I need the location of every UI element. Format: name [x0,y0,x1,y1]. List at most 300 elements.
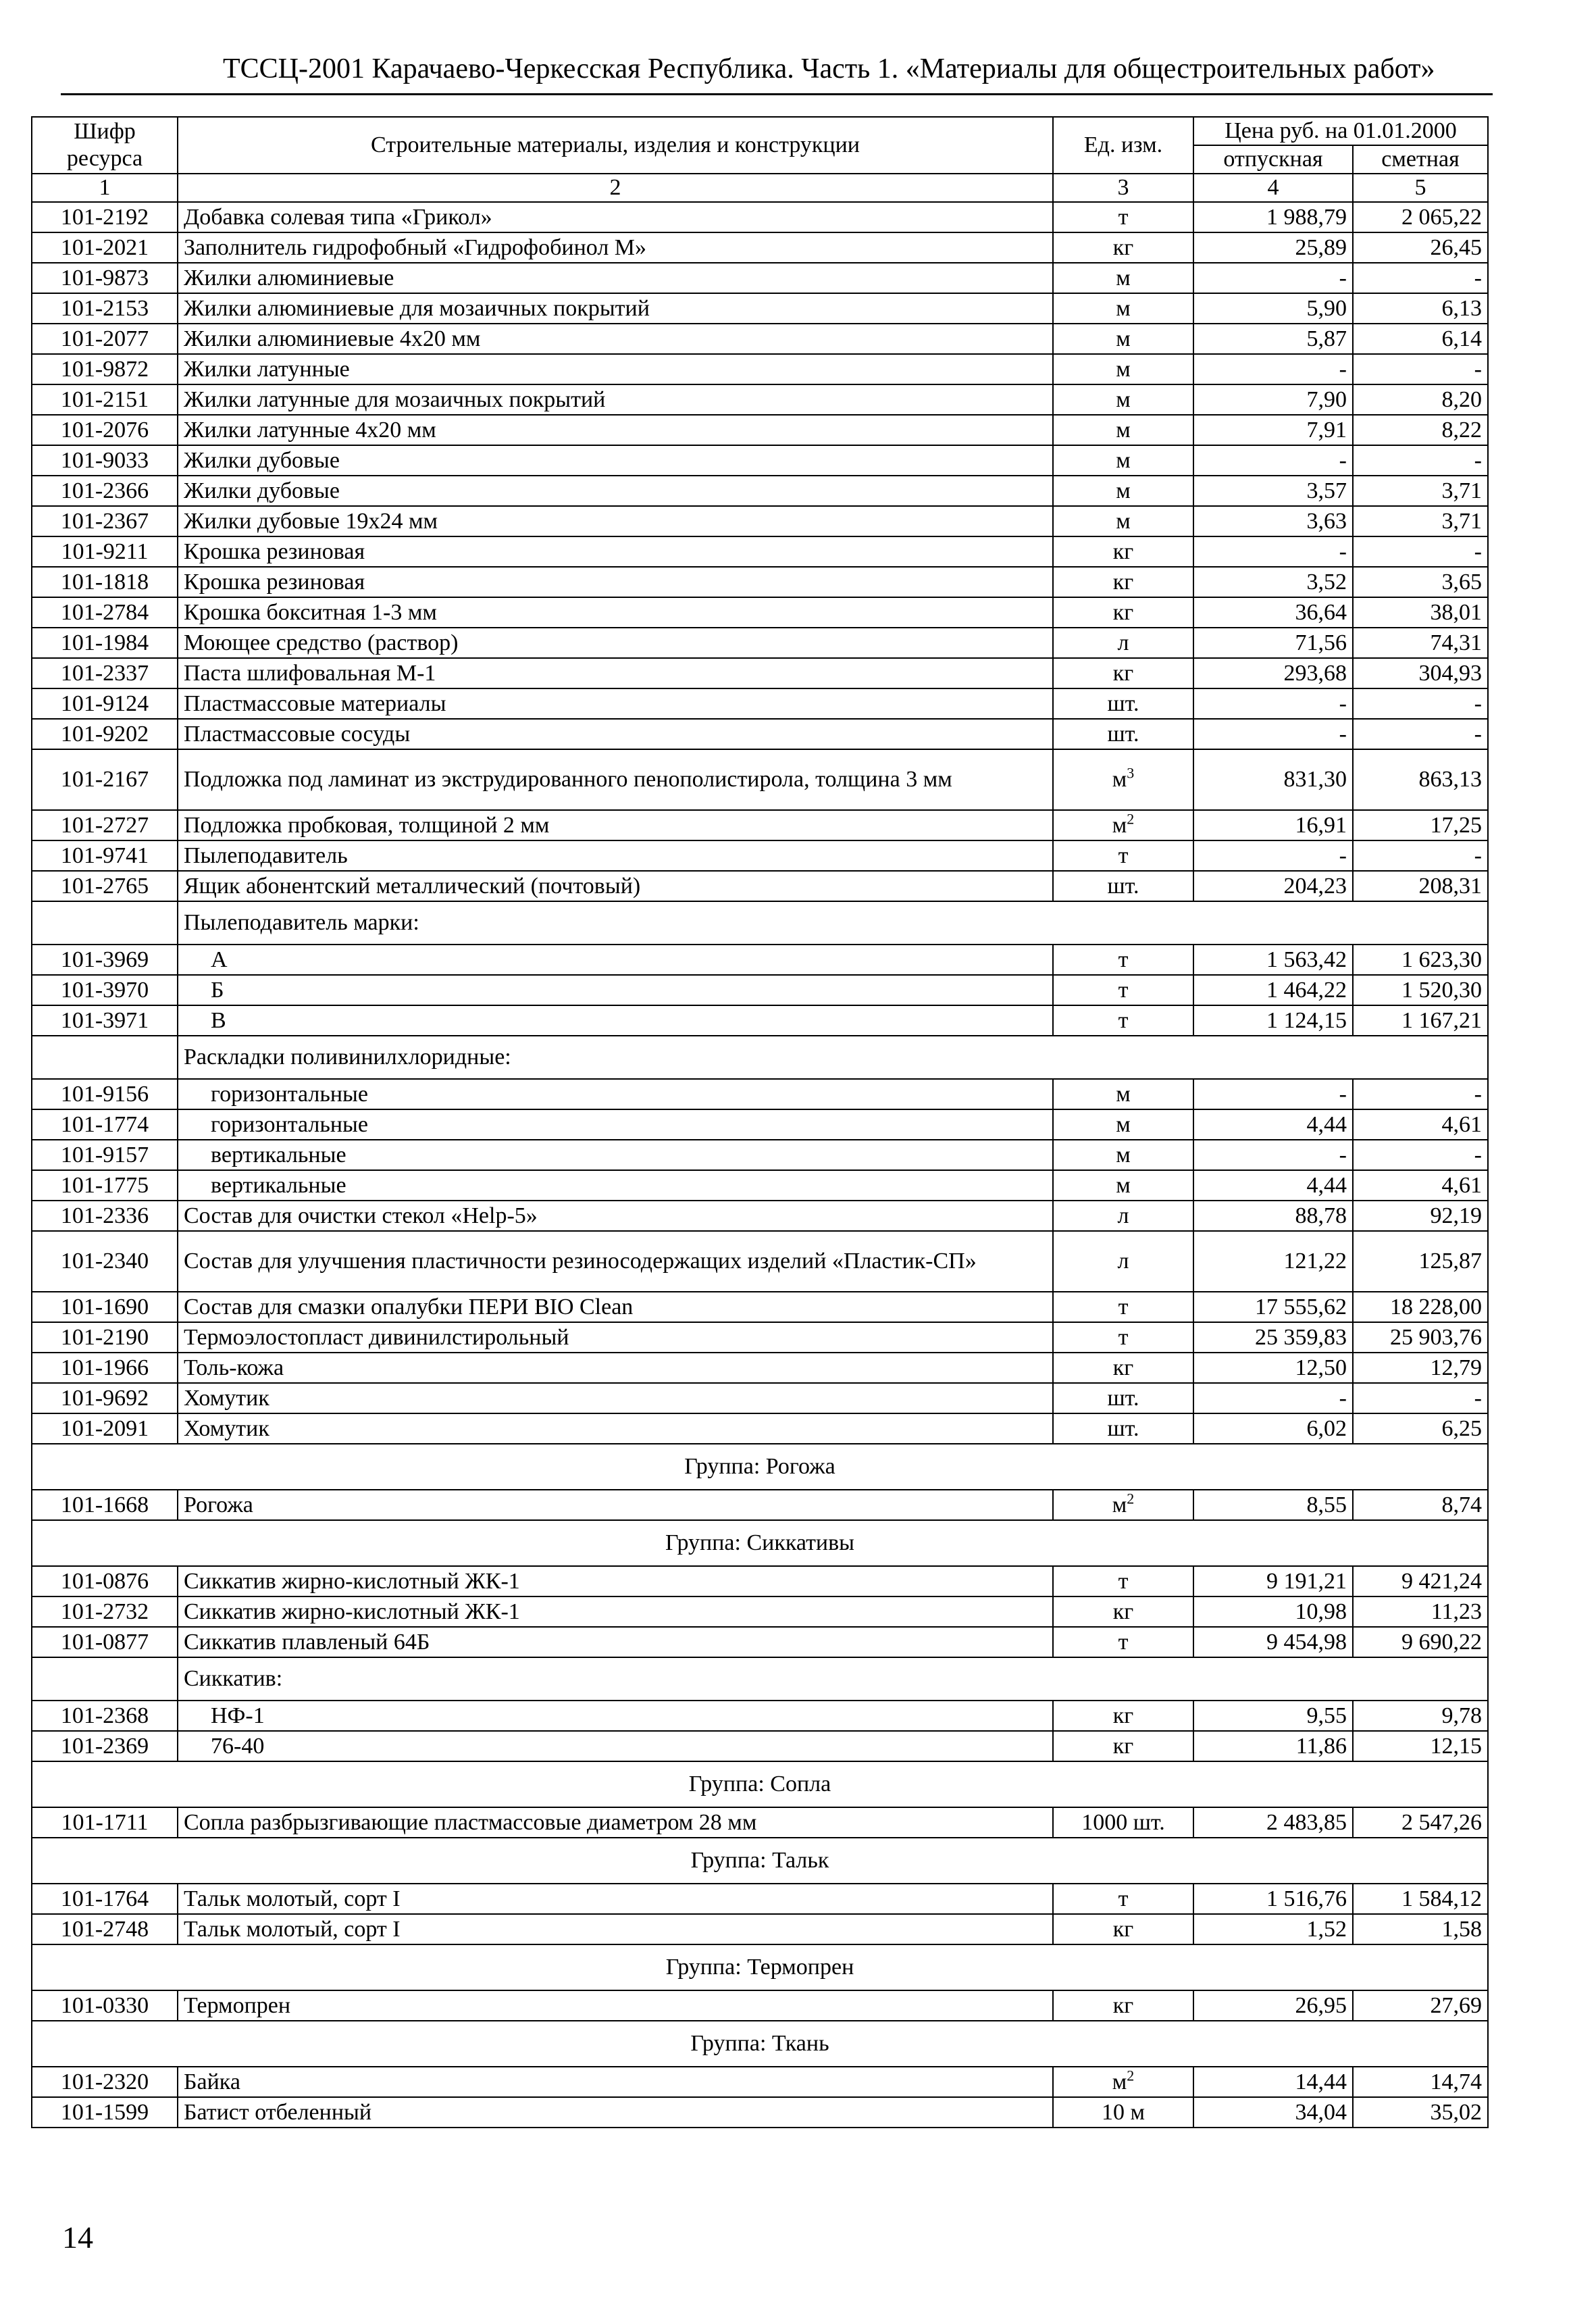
release-price: 5,90 [1193,293,1353,324]
estimate-price: 74,31 [1353,628,1488,658]
release-price: 16,91 [1193,810,1353,840]
table-row [32,810,1488,840]
unit-cell [1053,1990,1193,2021]
estimate-price: - [1353,445,1488,476]
release-price: 7,91 [1193,415,1353,445]
resource-code: 101-1818 [32,567,178,597]
estimate-price: - [1353,536,1488,567]
material-name: вертикальные [178,1140,1053,1170]
table-row [32,719,1488,749]
col-header-price: Цена руб. на 01.01.2000 [1193,117,1488,145]
unit-cell [1053,945,1193,975]
unit: т [1118,1294,1129,1319]
unit-cell [1053,1292,1193,1322]
subheading-label: Раскладки поливинилхлоридные: [178,1036,1488,1079]
resource-code: 101-9202 [32,719,178,749]
group-row [32,1444,1488,1490]
material-name: Подложка пробковая, толщиной 2 мм [178,810,1053,840]
table-row [32,1005,1488,1036]
material-name: Жилки дубовые [178,476,1053,506]
release-price: 1 988,79 [1193,202,1353,232]
release-price: - [1193,263,1353,293]
unit-cell [1053,1140,1193,1170]
material-name: Жилки латунные для мозаичных покрытий [178,384,1053,415]
estimate-price: 11,23 [1353,1596,1488,1627]
estimate-price: 3,65 [1353,567,1488,597]
material-name: НФ-1 [178,1701,1053,1731]
unit: л [1117,1249,1129,1274]
unit-cell [1053,1079,1193,1109]
material-name: Батист отбеленный [178,2097,1053,2128]
resource-code: 101-9741 [32,840,178,871]
estimate-price: 2 065,22 [1353,202,1488,232]
estimate-price: 27,69 [1353,1990,1488,2021]
table-row [32,567,1488,597]
table-row [32,202,1488,232]
release-price: - [1193,1079,1353,1109]
unit-cell [1053,232,1193,263]
material-name: Сопла разбрызгивающие пластмассовые диаметром 28 мм [178,1807,1053,1838]
unit: т [1118,1629,1129,1655]
unit: м [1116,386,1131,412]
material-name: Жилки алюминиевые 4х20 мм [178,324,1053,354]
unit-cell [1053,810,1193,840]
resource-code: 101-9033 [32,445,178,476]
material-name: Крошка бокситная 1-3 мм [178,597,1053,628]
unit: л [1117,1203,1129,1228]
unit-cell [1053,658,1193,688]
material-name: Жилки дубовые 19х24 мм [178,506,1053,536]
estimate-price: 18 228,00 [1353,1292,1488,1322]
resource-code: 101-0330 [32,1990,178,2021]
unit: т [1118,1007,1129,1033]
group-row [32,2021,1488,2067]
unit: кг [1112,1355,1134,1380]
estimate-price: 8,74 [1353,1490,1488,1520]
resource-code: 101-9692 [32,1383,178,1413]
unit-cell [1053,1731,1193,1761]
unit: шт. [1107,873,1139,899]
unit: 10 м [1101,2099,1145,2125]
material-name: Жилки латунные [178,354,1053,384]
unit: м [1112,2069,1127,2094]
table-row [32,945,1488,975]
material-name: Тальк молотый, сорт I [178,1914,1053,1944]
estimate-price: 12,79 [1353,1353,1488,1383]
table-row [32,1627,1488,1657]
table-row [32,445,1488,476]
table-row [32,1596,1488,1627]
unit-cell [1053,628,1193,658]
release-price: - [1193,719,1353,749]
release-price: 3,63 [1193,506,1353,536]
unit-cell [1053,1231,1193,1292]
col-header-unit: Ед. изм. [1053,117,1193,174]
group-title: Группа: Термопрен [32,1944,1488,1990]
unit-superscript: 2 [1127,2067,1135,2084]
table-row [32,506,1488,536]
release-price: 17 555,62 [1193,1292,1353,1322]
estimate-price: 92,19 [1353,1201,1488,1231]
resource-code: 101-2153 [32,293,178,324]
release-price: 6,02 [1193,1413,1353,1444]
release-price: 1 563,42 [1193,945,1353,975]
unit-superscript: 3 [1127,764,1135,782]
release-price: 12,50 [1193,1353,1353,1383]
resource-code: 101-3971 [32,1005,178,1036]
resource-code: 101-0877 [32,1627,178,1657]
unit-cell [1053,1490,1193,1520]
resource-code: 101-1774 [32,1109,178,1140]
unit-cell [1053,749,1193,810]
estimate-price: 4,61 [1353,1170,1488,1201]
release-price: 9 191,21 [1193,1566,1353,1596]
unit-cell [1053,536,1193,567]
unit: т [1118,947,1129,972]
unit-cell [1053,1109,1193,1140]
material-name: вертикальные [178,1170,1053,1201]
resource-code: 101-3970 [32,975,178,1005]
estimate-price: 4,61 [1353,1109,1488,1140]
unit: кг [1112,538,1134,564]
resource-code: 101-1966 [32,1353,178,1383]
table-row [32,688,1488,719]
estimate-price: 9 690,22 [1353,1627,1488,1657]
material-name: Хомутик [178,1413,1053,1444]
resource-code: 101-9873 [32,263,178,293]
material-name: Заполнитель гидрофобный «Гидрофобинол М» [178,232,1053,263]
estimate-price: 1,58 [1353,1914,1488,1944]
estimate-price: 6,25 [1353,1413,1488,1444]
release-price: 25,89 [1193,232,1353,263]
estimate-price: 6,13 [1353,293,1488,324]
resource-code: 101-1668 [32,1490,178,1520]
table-row [32,1201,1488,1231]
unit: 1000 шт. [1081,1809,1165,1835]
material-name: Жилки латунные 4х20 мм [178,415,1053,445]
material-name: В [178,1005,1053,1036]
estimate-price: - [1353,840,1488,871]
estimate-price: 8,22 [1353,415,1488,445]
release-price: 121,22 [1193,1231,1353,1292]
material-name: Пластмассовые сосуды [178,719,1053,749]
unit: т [1118,842,1129,868]
resource-code: 101-9872 [32,354,178,384]
estimate-price: 1 623,30 [1353,945,1488,975]
resource-code: 101-2076 [32,415,178,445]
table-body [32,202,1488,2128]
unit: кг [1112,1992,1134,2018]
resource-code: 101-2337 [32,658,178,688]
release-price: 34,04 [1193,2097,1353,2128]
unit: кг [1112,1599,1134,1624]
release-price: - [1193,840,1353,871]
release-price: 204,23 [1193,871,1353,901]
subheading-code-cell [32,1036,178,1079]
unit-cell [1053,1170,1193,1201]
unit: кг [1112,234,1134,260]
table-row [32,1292,1488,1322]
release-price: 831,30 [1193,749,1353,810]
material-name: Пылеподавитель [178,840,1053,871]
group-title: Группа: Рогожа [32,1444,1488,1490]
release-price: 9 454,98 [1193,1627,1353,1657]
release-price: 10,98 [1193,1596,1353,1627]
unit: м [1116,1081,1131,1107]
unit: м [1116,356,1131,382]
unit-cell [1053,1596,1193,1627]
resource-code: 101-2320 [32,2067,178,2097]
estimate-price: 35,02 [1353,2097,1488,2128]
unit: м [1116,508,1131,534]
unit-cell [1053,2097,1193,2128]
material-name: Толь-кожа [178,1353,1053,1383]
estimate-price: 9,78 [1353,1701,1488,1731]
table-row [32,1566,1488,1596]
material-name: Тальк молотый, сорт I [178,1884,1053,1914]
unit: м [1116,417,1131,443]
unit-cell [1053,1005,1193,1036]
unit: м [1116,1111,1131,1137]
material-name: Байка [178,2067,1053,2097]
subheading-code-cell [32,1657,178,1701]
table-row [32,1109,1488,1140]
material-name: 76-40 [178,1731,1053,1761]
unit: кг [1112,599,1134,625]
table-row [32,476,1488,506]
unit-cell [1053,719,1193,749]
unit-cell [1053,1807,1193,1838]
unit: шт. [1107,1385,1139,1411]
col-number: 1 [32,174,178,202]
material-name: Сиккатив жирно-кислотный ЖК-1 [178,1596,1053,1627]
unit: м [1116,478,1131,503]
table-row [32,871,1488,901]
unit: кг [1112,1916,1134,1942]
table-row [32,1353,1488,1383]
resource-code: 101-9124 [32,688,178,719]
unit-cell [1053,1322,1193,1353]
resource-code: 101-1690 [32,1292,178,1322]
unit-cell [1053,202,1193,232]
resource-code: 101-0876 [32,1566,178,1596]
unit-cell [1053,567,1193,597]
table-row [32,536,1488,567]
resource-code: 101-2784 [32,597,178,628]
unit: т [1118,1568,1129,1594]
release-price: 26,95 [1193,1990,1353,2021]
release-price: 88,78 [1193,1201,1353,1231]
unit: кг [1112,1703,1134,1728]
unit: кг [1112,1733,1134,1759]
unit-cell [1053,1201,1193,1231]
subheading-row [32,1036,1488,1079]
subheading-label: Сиккатив: [178,1657,1488,1701]
col-header-code: Шифр ресурса [32,117,178,174]
unit-cell [1053,263,1193,293]
subheading-row [32,1657,1488,1701]
resource-code: 101-2765 [32,871,178,901]
estimate-price: 863,13 [1353,749,1488,810]
estimate-price: 304,93 [1353,658,1488,688]
table-row [32,293,1488,324]
estimate-price: - [1353,688,1488,719]
resource-code: 101-3969 [32,945,178,975]
estimate-price: - [1353,1383,1488,1413]
estimate-price: 208,31 [1353,871,1488,901]
material-name: Жилки алюминиевые для мозаичных покрытий [178,293,1053,324]
table-row [32,597,1488,628]
release-price: 25 359,83 [1193,1322,1353,1353]
table-row [32,1490,1488,1520]
material-name: Паста шлифовальная М-1 [178,658,1053,688]
material-name: Добавка солевая типа «Грикол» [178,202,1053,232]
estimate-price: 14,74 [1353,2067,1488,2097]
release-price: - [1193,1140,1353,1170]
unit: шт. [1107,721,1139,747]
group-title: Группа: Сиккативы [32,1520,1488,1566]
release-price: 36,64 [1193,597,1353,628]
table-row [32,2067,1488,2097]
estimate-price: 26,45 [1353,232,1488,263]
unit-cell [1053,1383,1193,1413]
resource-code: 101-2336 [32,1201,178,1231]
table-row [32,975,1488,1005]
unit: м [1116,295,1131,321]
table-row [32,354,1488,384]
release-price: 1 464,22 [1193,975,1353,1005]
table-row [32,1413,1488,1444]
resource-code: 101-2167 [32,749,178,810]
estimate-price: - [1353,354,1488,384]
table-row [32,1914,1488,1944]
unit-cell [1053,840,1193,871]
unit-cell [1053,871,1193,901]
material-name: Состав для очистки стекол «Help-5» [178,1201,1053,1231]
release-price: - [1193,445,1353,476]
resource-code: 101-2369 [32,1731,178,1761]
resource-code: 101-2367 [32,506,178,536]
estimate-price: 9 421,24 [1353,1566,1488,1596]
release-price: 3,52 [1193,567,1353,597]
unit-cell [1053,324,1193,354]
material-name: Крошка резиновая [178,536,1053,567]
release-price: 4,44 [1193,1109,1353,1140]
unit: кг [1112,569,1134,595]
unit: м [1112,812,1127,838]
unit: т [1118,1886,1129,1911]
estimate-price: 6,14 [1353,324,1488,354]
group-title: Группа: Ткань [32,2021,1488,2067]
estimate-price: - [1353,719,1488,749]
unit-cell [1053,1566,1193,1596]
material-name: Подложка под ламинат из экструдированного пенополистирола, толщина 3 мм [178,749,1053,810]
estimate-price: 3,71 [1353,476,1488,506]
group-row [32,1761,1488,1807]
release-price: 8,55 [1193,1490,1353,1520]
material-name: А [178,945,1053,975]
estimate-price: 2 547,26 [1353,1807,1488,1838]
resource-code: 101-1711 [32,1807,178,1838]
unit: м [1116,1142,1131,1167]
release-price: - [1193,536,1353,567]
resource-code: 101-2340 [32,1231,178,1292]
estimate-price: 8,20 [1353,384,1488,415]
group-title: Группа: Сопла [32,1761,1488,1807]
unit: т [1118,1324,1129,1350]
unit-cell [1053,293,1193,324]
unit-cell [1053,1413,1193,1444]
unit: шт. [1107,1415,1139,1441]
material-name: Сиккатив жирно-кислотный ЖК-1 [178,1566,1053,1596]
material-name: Жилки алюминиевые [178,263,1053,293]
resource-code: 101-2190 [32,1322,178,1353]
release-price: - [1193,354,1353,384]
release-price: 293,68 [1193,658,1353,688]
material-name: Сиккатив плавленый 64Б [178,1627,1053,1657]
unit-cell [1053,975,1193,1005]
material-name: горизонтальные [178,1109,1053,1140]
estimate-price: 17,25 [1353,810,1488,840]
table-row [32,324,1488,354]
unit: т [1118,204,1129,230]
material-name: Термоэлостопласт дивинилстирольный [178,1322,1053,1353]
release-price: 1,52 [1193,1914,1353,1944]
unit-cell [1053,1627,1193,1657]
estimate-price: 1 167,21 [1353,1005,1488,1036]
unit: м [1116,265,1131,291]
price-table [31,116,1489,2128]
page-header: ТССЦ-2001 Карачаево-Черкесская Республика. Часть 1. «Материалы для общестроительных работ» [223,53,1435,84]
unit: м [1116,447,1131,473]
table-row [32,658,1488,688]
table-row [32,840,1488,871]
group-title: Группа: Тальк [32,1838,1488,1884]
unit-cell [1053,1701,1193,1731]
release-price: 4,44 [1193,1170,1353,1201]
resource-code: 101-1764 [32,1884,178,1914]
resource-code: 101-2732 [32,1596,178,1627]
release-price: 2 483,85 [1193,1807,1353,1838]
resource-code: 101-9156 [32,1079,178,1109]
unit-cell [1053,597,1193,628]
unit: кг [1112,660,1134,686]
unit-cell [1053,384,1193,415]
resource-code: 101-2077 [32,324,178,354]
unit: м [1112,767,1127,793]
estimate-price: 3,71 [1353,506,1488,536]
resource-code: 101-2192 [32,202,178,232]
group-row [32,1838,1488,1884]
unit-cell [1053,688,1193,719]
col-number: 4 [1193,174,1353,202]
col-header-release: отпускная [1193,145,1353,174]
estimate-price: 12,15 [1353,1731,1488,1761]
unit-cell [1053,1914,1193,1944]
material-name: Термопрен [178,1990,1053,2021]
unit: м [1112,1492,1127,1517]
material-name: Состав для улучшения пластичности резиносодержащих изделий «Пластик-СП» [178,1231,1053,1292]
estimate-price: - [1353,1140,1488,1170]
unit: т [1118,977,1129,1003]
table-row [32,1231,1488,1292]
table-row [32,232,1488,263]
unit-cell [1053,354,1193,384]
col-number: 2 [178,174,1053,202]
estimate-price: 1 520,30 [1353,975,1488,1005]
release-price: 11,86 [1193,1731,1353,1761]
release-price: - [1193,1383,1353,1413]
